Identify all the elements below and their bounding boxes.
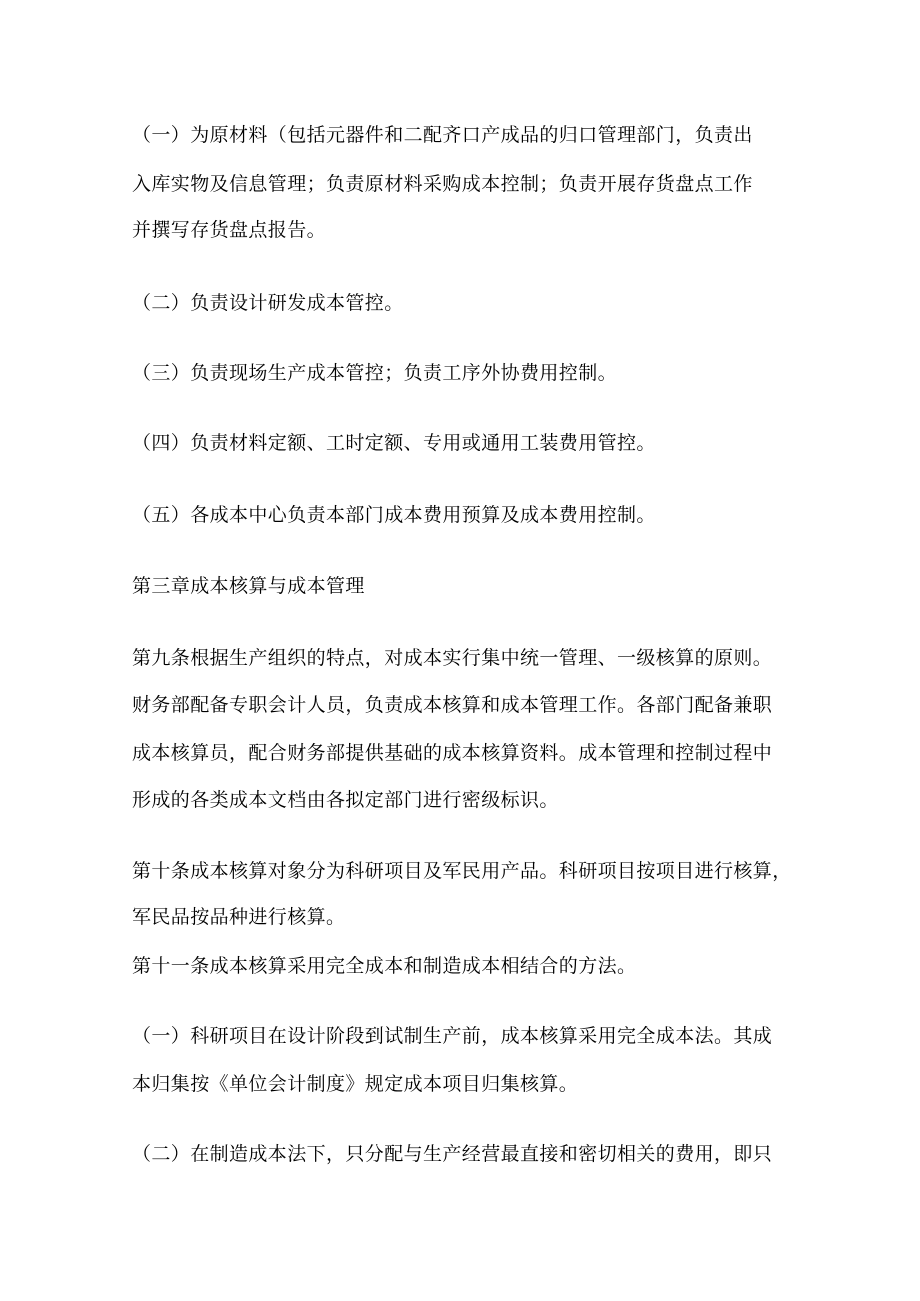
text-line: （一）科研项目在设计阶段到试制生产前，成本核算采用完全成本法。其成	[132, 1025, 773, 1047]
text-line: 入库实物及信息管理；负责原材料采购成本控制；负责开展存货盘点工作	[132, 173, 753, 195]
chapter-heading: 第三章成本核算与成本管理	[132, 575, 365, 597]
text-line: 形成的各类成本文档由各拟定部门进行密级标识。	[132, 789, 559, 811]
text-line: 成本核算员，配合财务部提供基础的成本核算资料。成本管理和控制过程中	[132, 742, 773, 764]
text-line: 第九条根据生产组织的特点，对成本实行集中统一管理、一级核算的原则。	[132, 647, 773, 669]
text-line: 第十一条成本核算采用完全成本和制造成本相结合的方法。	[132, 955, 637, 977]
text-line: （五）各成本中心负责本部门成本费用预算及成本费用控制。	[132, 504, 656, 526]
text-line: 本归集按《单位会计制度》规定成本项目归集核算。	[132, 1073, 579, 1095]
text-line: （二）负责设计研发成本管控。	[132, 292, 404, 314]
text-line: （一）为原材料（包括元器件和二配齐口产成品的归口管理部门，负责出	[132, 124, 753, 146]
text-line: （三）负责现场生产成本管控；负责工序外协费用控制。	[132, 362, 618, 384]
text-line: （四）负责材料定额、工时定额、专用或通用工装费用管控。	[132, 432, 656, 454]
text-line: 并撰写存货盘点报告。	[132, 219, 327, 241]
text-line: 第十条成本核算对象分为科研项目及军民用产品。科研项目按项目进行核算，	[132, 860, 792, 882]
text-line: 财务部配备专职会计人员，负责成本核算和成本管理工作。各部门配备兼职	[132, 694, 773, 716]
text-line: （二）在制造成本法下，只分配与生产经营最直接和密切相关的费用，即只	[132, 1143, 773, 1165]
text-line: 军民品按品种进行核算。	[132, 906, 346, 928]
